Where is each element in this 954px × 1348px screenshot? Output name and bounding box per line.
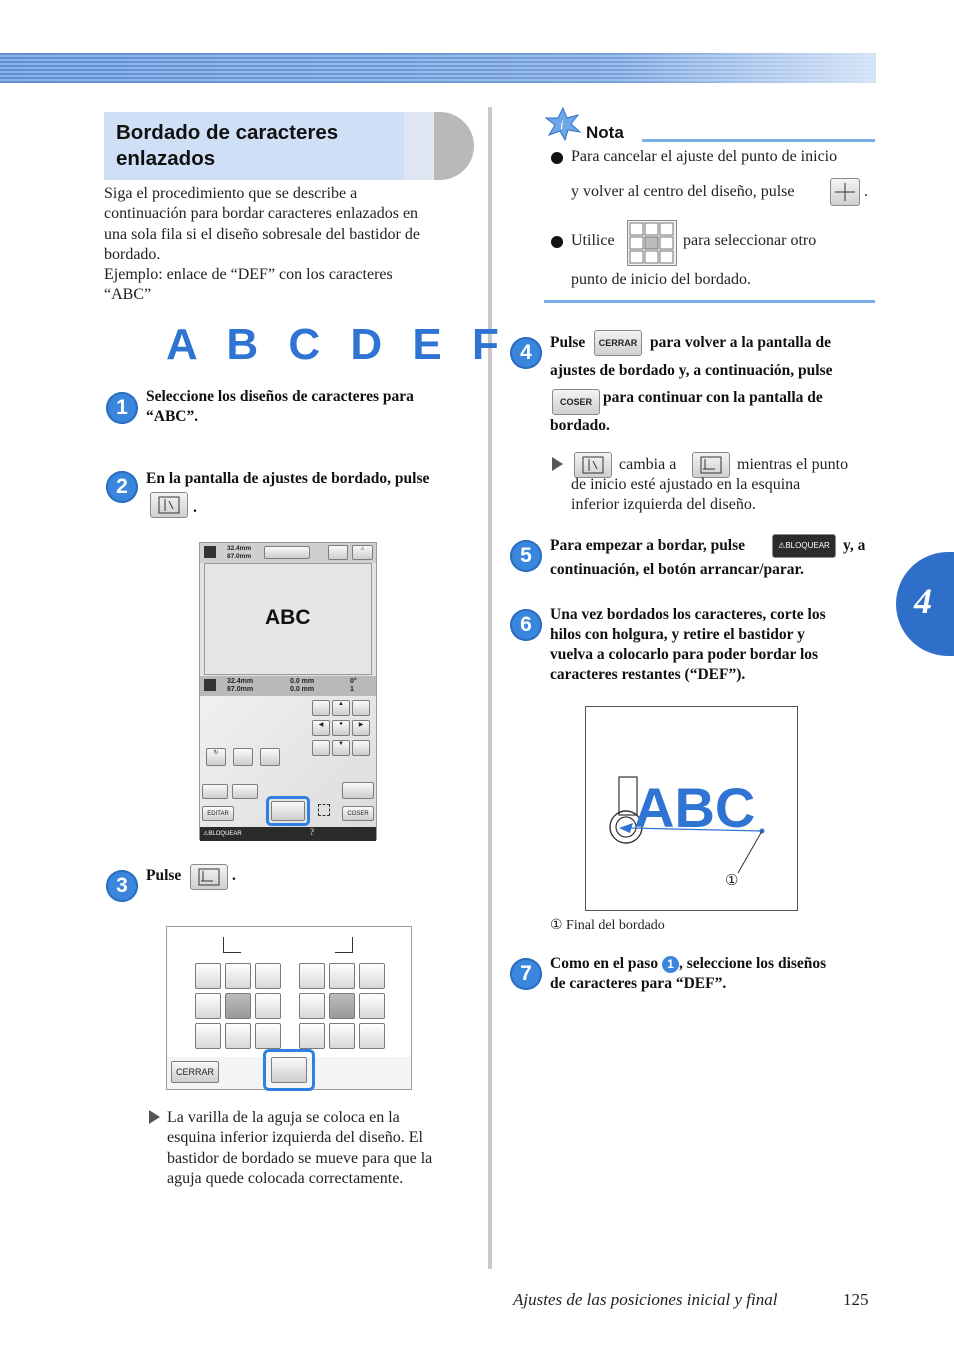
- step-3-result: [167, 1108, 477, 1189]
- start-bottom-center-button[interactable]: [225, 1023, 251, 1049]
- step-6-line: caracteres restantes (“DEF”).: [550, 666, 746, 683]
- step-6-text: [550, 605, 880, 685]
- info-width: 87.0mm: [227, 686, 254, 693]
- end-top-right-button[interactable]: [359, 963, 385, 989]
- end-bottom-left-button[interactable]: [299, 1023, 325, 1049]
- step-6-line: hilos con holgura, y retire el bastidor y: [550, 626, 805, 643]
- center-button[interactable]: ●: [332, 720, 350, 736]
- help-icon[interactable]: ?: [310, 827, 314, 837]
- note-bullet1-period: .: [864, 183, 868, 200]
- step-4-badge: 4: [510, 337, 542, 369]
- editar-button[interactable]: [202, 806, 234, 821]
- step-4-result-a: cambia a: [619, 456, 677, 473]
- screen-status-bar: [200, 827, 376, 841]
- step-4-part3: para continuar con la pantalla de: [603, 389, 823, 406]
- figure-design-text: ABC: [634, 776, 756, 839]
- start-middle-left-button[interactable]: [195, 993, 221, 1019]
- note-title: Nota: [586, 123, 624, 142]
- step-2-badge: 2: [106, 471, 138, 503]
- step-6-line: Una vez bordados los caracteres, corte los: [550, 606, 826, 623]
- result-line: bastidor de bordado se mueve para que la: [167, 1149, 433, 1167]
- start-top-left-button[interactable]: [195, 963, 221, 989]
- size-icon: [204, 679, 216, 691]
- column-divider: [488, 107, 492, 1269]
- bloquear-button[interactable]: [772, 534, 836, 558]
- cerrar-button[interactable]: [171, 1061, 219, 1083]
- size-icon: [204, 546, 216, 558]
- cerrar-button[interactable]: [594, 330, 642, 356]
- step-7-badge: 7: [510, 958, 542, 990]
- coser-button[interactable]: [552, 389, 600, 415]
- header-band: [0, 53, 876, 83]
- info-vertical-offset: 0.0 mm: [290, 678, 315, 685]
- arrow-up-button[interactable]: ▲: [332, 700, 350, 716]
- end-bottom-right-button[interactable]: [359, 1023, 385, 1049]
- note-star-icon: [544, 107, 582, 141]
- note-bullet2-part2: para seleccionar otro: [683, 232, 817, 249]
- info-horizontal-offset: 0.0 mm: [290, 686, 315, 693]
- result-line: esquina inferior izquierda del diseño. El: [167, 1129, 423, 1147]
- step-4-line2: ajustes de bordado y, a continuación, pulse: [550, 362, 833, 379]
- memory-icon[interactable]: [342, 782, 374, 799]
- needle-left-icon: [223, 937, 241, 953]
- result-arrow-icon: [552, 457, 563, 471]
- trace-icon[interactable]: [318, 804, 330, 816]
- step-5-part2: y, a: [843, 537, 866, 554]
- step-1-text: [146, 387, 476, 427]
- screen-size-height: 32.4mm: [227, 545, 252, 552]
- result-line: aguja quede colocada correctamente.: [167, 1169, 404, 1187]
- svg-text:i: i: [560, 117, 564, 132]
- start-point-selector-panel: [166, 926, 412, 1090]
- intro-line: “ABC”: [104, 286, 152, 304]
- footer-title: Ajustes de las posiciones inicial y final: [513, 1290, 778, 1309]
- end-middle-left-button[interactable]: [299, 993, 325, 1019]
- arrow-down-button[interactable]: ▼: [332, 740, 350, 756]
- needle-right-icon: [335, 937, 353, 953]
- coser-label: COSER: [559, 397, 592, 407]
- arrow-up-left-button[interactable]: [312, 700, 330, 716]
- note-bullet1-line1: Para cancelar el ajuste del punto de inicio: [571, 148, 838, 165]
- intro-line: Siga el procedimiento que se describe a: [104, 185, 358, 202]
- arrow-up-right-button[interactable]: [352, 700, 370, 716]
- section-title-line1: Bordado de caracteres: [116, 121, 339, 144]
- section-title-line2: enlazados: [116, 147, 216, 170]
- step-4-result-b: mientras el punto: [737, 456, 849, 473]
- design-canvas: [204, 563, 372, 675]
- step-7-line2: de caracteres para “DEF”.: [550, 975, 727, 992]
- arrow-down-right-button[interactable]: [352, 740, 370, 756]
- figure-caption: ① Final del bordado: [550, 918, 665, 933]
- note-bullet1-line2: y volver al centro del diseño, pulse: [571, 183, 795, 200]
- coser-label: COSER: [347, 811, 369, 817]
- cerrar-label: CERRAR: [598, 338, 638, 348]
- rotate-icon[interactable]: ↻: [206, 748, 226, 766]
- note-bullet-icon: [551, 152, 563, 164]
- step-2-text: [146, 469, 476, 489]
- step-6-line: vuelva a colocarlo para poder bordar los: [550, 646, 819, 663]
- embroidery-icon[interactable]: [328, 545, 348, 560]
- screen-size-width: 87.0mm: [227, 553, 252, 560]
- end-bottom-center-button[interactable]: [329, 1023, 355, 1049]
- note-bullet2-line2: punto de inicio del bordado.: [571, 271, 751, 288]
- toggle-button-1[interactable]: [202, 784, 228, 799]
- page-number: 125: [843, 1290, 869, 1309]
- cerrar-label: CERRAR: [175, 1067, 214, 1077]
- warning-icon: ⚠: [778, 541, 786, 550]
- lower-left-start-button[interactable]: [271, 1057, 307, 1083]
- embroidery-end-figure: [585, 706, 798, 911]
- end-top-center-button[interactable]: [329, 963, 355, 989]
- arrow-left-button[interactable]: ◀: [312, 720, 330, 736]
- step-4-pulse: Pulse: [550, 334, 586, 351]
- warning-icon: ⚠: [203, 831, 209, 837]
- step-1-line2: “ABC”.: [146, 408, 199, 425]
- step-4-line4: bordado.: [550, 417, 610, 434]
- step-1-line1: Seleccione los diseños de caracteres para: [146, 388, 414, 405]
- coser-button[interactable]: [342, 806, 374, 821]
- start-middle-right-button[interactable]: [255, 993, 281, 1019]
- step-5-line2: continuación, el botón arrancar/parar.: [550, 561, 804, 578]
- home-icon[interactable]: ⌂: [352, 545, 373, 560]
- start-bottom-left-button[interactable]: [195, 1023, 221, 1049]
- step-4-part1: para volver a la pantalla de: [650, 334, 831, 351]
- end-center-button[interactable]: [329, 993, 355, 1019]
- intro-line: una sola fila si el diseño sobresale del bastidor de: [104, 225, 420, 243]
- edit-position-button-icon[interactable]: [150, 492, 188, 518]
- note-bottom-rule: [544, 300, 875, 303]
- step-3-badge: 3: [106, 870, 138, 902]
- start-point-icon[interactable]: [190, 864, 228, 890]
- section-title: [104, 112, 470, 180]
- end-middle-right-button[interactable]: [359, 993, 385, 1019]
- start-grid-icon: [627, 220, 677, 266]
- screen-control-panel: [200, 696, 376, 841]
- note-bullet2-part1: Utilice: [571, 232, 615, 249]
- step-ref-badge: 1: [662, 956, 679, 973]
- example-letters: A B C D E F: [166, 320, 508, 369]
- arrow-right-button[interactable]: ▶: [352, 720, 370, 736]
- toggle-button-2[interactable]: [232, 784, 258, 799]
- chapter-tab: [896, 552, 954, 656]
- step-2-line1: En la pantalla de ajustes de bordado, pulse: [146, 470, 430, 487]
- step-1-badge: 1: [106, 392, 138, 424]
- step-4-result-line3: inferior izquierda del diseño.: [571, 496, 756, 513]
- embroidery-settings-screen: [199, 542, 377, 840]
- step-7-part2: , seleccione los diseños: [678, 955, 827, 972]
- step-7-part1: Como en el paso: [550, 955, 659, 972]
- trial-icon[interactable]: [233, 748, 253, 766]
- step-5-part1: Para empezar a bordar, pulse: [550, 537, 746, 554]
- intro-line: continuación para bordar caracteres enlazados en: [104, 205, 419, 223]
- result-arrow-icon: [149, 1110, 160, 1124]
- intro-line: bordado.: [104, 245, 161, 263]
- bloquear-label: BLOQUEAR: [208, 831, 242, 837]
- note-bullet-icon: [551, 236, 563, 248]
- chapter-number: 4: [914, 581, 932, 621]
- start-point-button[interactable]: [271, 801, 305, 821]
- bloquear-label: BLOQUEAR: [785, 541, 830, 550]
- result-line: La varilla de la aguja se coloca en la: [167, 1109, 400, 1126]
- start-top-right-button[interactable]: [255, 963, 281, 989]
- figure-callout: ①: [725, 873, 739, 889]
- start-center-button[interactable]: [225, 993, 251, 1019]
- info-count: 1: [350, 686, 354, 693]
- info-rotation: 0°: [350, 678, 357, 685]
- step-4-result-line2: de inicio esté ajustado en la esquina: [571, 476, 801, 493]
- canvas-design-text: ABC: [265, 606, 311, 629]
- editar-label: EDITAR: [207, 811, 229, 817]
- start-top-center-button[interactable]: [225, 963, 251, 989]
- note-top-rule: [642, 139, 875, 142]
- start-bottom-right-button[interactable]: [255, 1023, 281, 1049]
- frame-icon[interactable]: [264, 546, 310, 559]
- shield-icon[interactable]: [260, 748, 280, 766]
- end-top-left-button[interactable]: [299, 963, 325, 989]
- screen-info-bar: [200, 676, 376, 696]
- step-7-text: [550, 954, 880, 994]
- info-height: 32.4mm: [227, 678, 254, 685]
- step-3-period: .: [232, 867, 236, 884]
- step-5-badge: 5: [510, 540, 542, 572]
- intro-line: Ejemplo: enlace de “DEF” con los caracteres: [104, 266, 393, 284]
- step-6-badge: 6: [510, 609, 542, 641]
- intro-paragraph: [104, 184, 474, 306]
- center-point-icon[interactable]: [830, 178, 860, 206]
- arrow-down-left-button[interactable]: [312, 740, 330, 756]
- step-3-label: Pulse: [146, 867, 182, 884]
- screen-header: [200, 543, 376, 563]
- step-2-period: .: [193, 499, 197, 516]
